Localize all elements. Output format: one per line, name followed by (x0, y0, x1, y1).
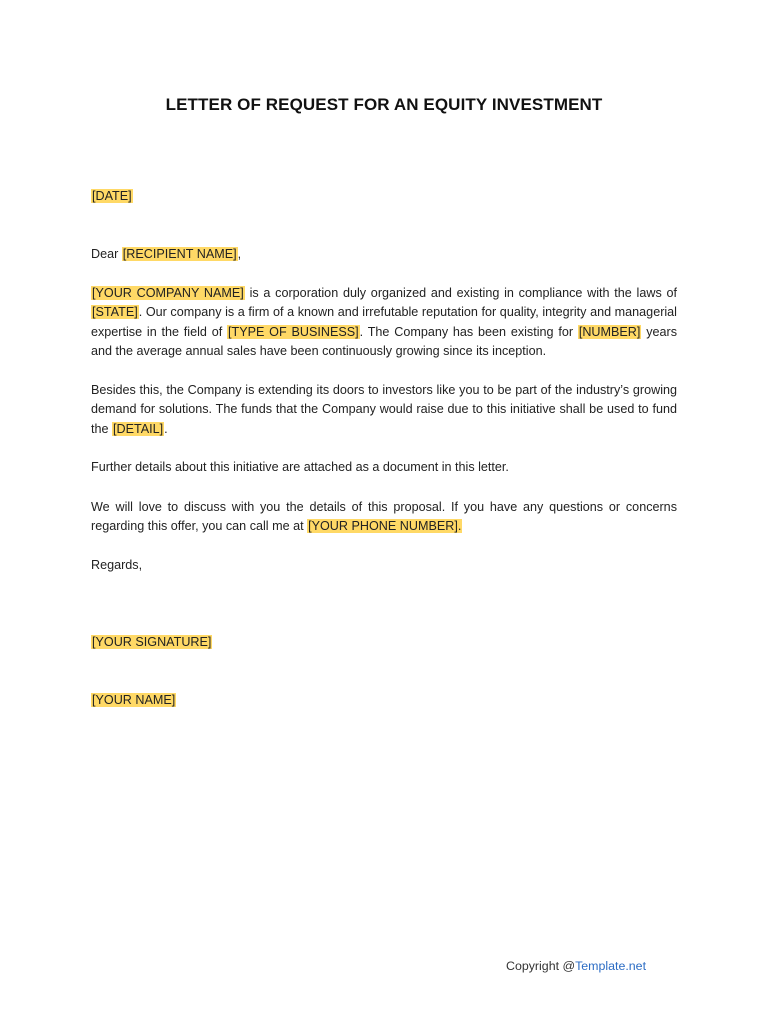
date-placeholder: [DATE] (92, 189, 132, 203)
signature-placeholder: [YOUR SIGNATURE] (92, 635, 212, 649)
detail-placeholder: [DETAIL] (113, 421, 164, 436)
phone-number-placeholder: [YOUR PHONE NUMBER]. (308, 519, 462, 534)
copyright-footer (506, 959, 646, 973)
paragraph1-text1: is a corporation duly organized and existing in compliance with the laws of (244, 286, 678, 300)
paragraph1-text3: . The Company has been existing for (359, 324, 578, 339)
company-name-placeholder: [YOUR COMPANY NAME] (92, 286, 244, 300)
paragraph4-text1: We will love to discuss with you the details of this proposal. If you have any questions or concerns regarding this offer, you can call me at (91, 500, 677, 534)
template-net-link[interactable]: Template.net (575, 959, 647, 973)
salutation-suffix: , (237, 247, 242, 261)
paragraph-contact (91, 498, 677, 537)
paragraph2-text2: . (164, 421, 168, 436)
signature-line (91, 633, 677, 652)
state-placeholder: [STATE] (92, 305, 138, 320)
salutation (91, 245, 677, 264)
date-line (91, 187, 677, 206)
paragraph1-text4: years and the average annual sales have been continuously growing since its inception. (91, 324, 677, 359)
paragraph2-text1: Besides this, the Company is extending its doors to investors like you to be part of the industry’s growing demand for solutions. The funds that the Company would raise due to this initiative shall be used to fund the (91, 383, 677, 436)
paragraph1-text2: . Our company is a firm of a known and irrefutable reputation for quality, integrity and managerial expertise in the field of (91, 305, 677, 339)
number-placeholder: [NUMBER] (578, 324, 641, 339)
paragraph-further-details: Further details about this initiative are attached as a document in this letter. (91, 460, 509, 474)
closing: Regards, (91, 558, 143, 572)
copyright-prefix: Copyright @ (506, 959, 576, 973)
recipient-name-placeholder: [RECIPIENT NAME] (122, 247, 237, 261)
paragraph-company-intro (91, 284, 677, 362)
salutation-prefix: Dear (91, 247, 122, 261)
paragraph-investment (91, 381, 677, 439)
document-title: LETTER OF REQUEST FOR AN EQUITY INVESTMENT (165, 95, 603, 114)
name-line (91, 691, 677, 710)
business-type-placeholder: [TYPE OF BUSINESS] (228, 324, 359, 339)
name-placeholder: [YOUR NAME] (92, 693, 176, 707)
